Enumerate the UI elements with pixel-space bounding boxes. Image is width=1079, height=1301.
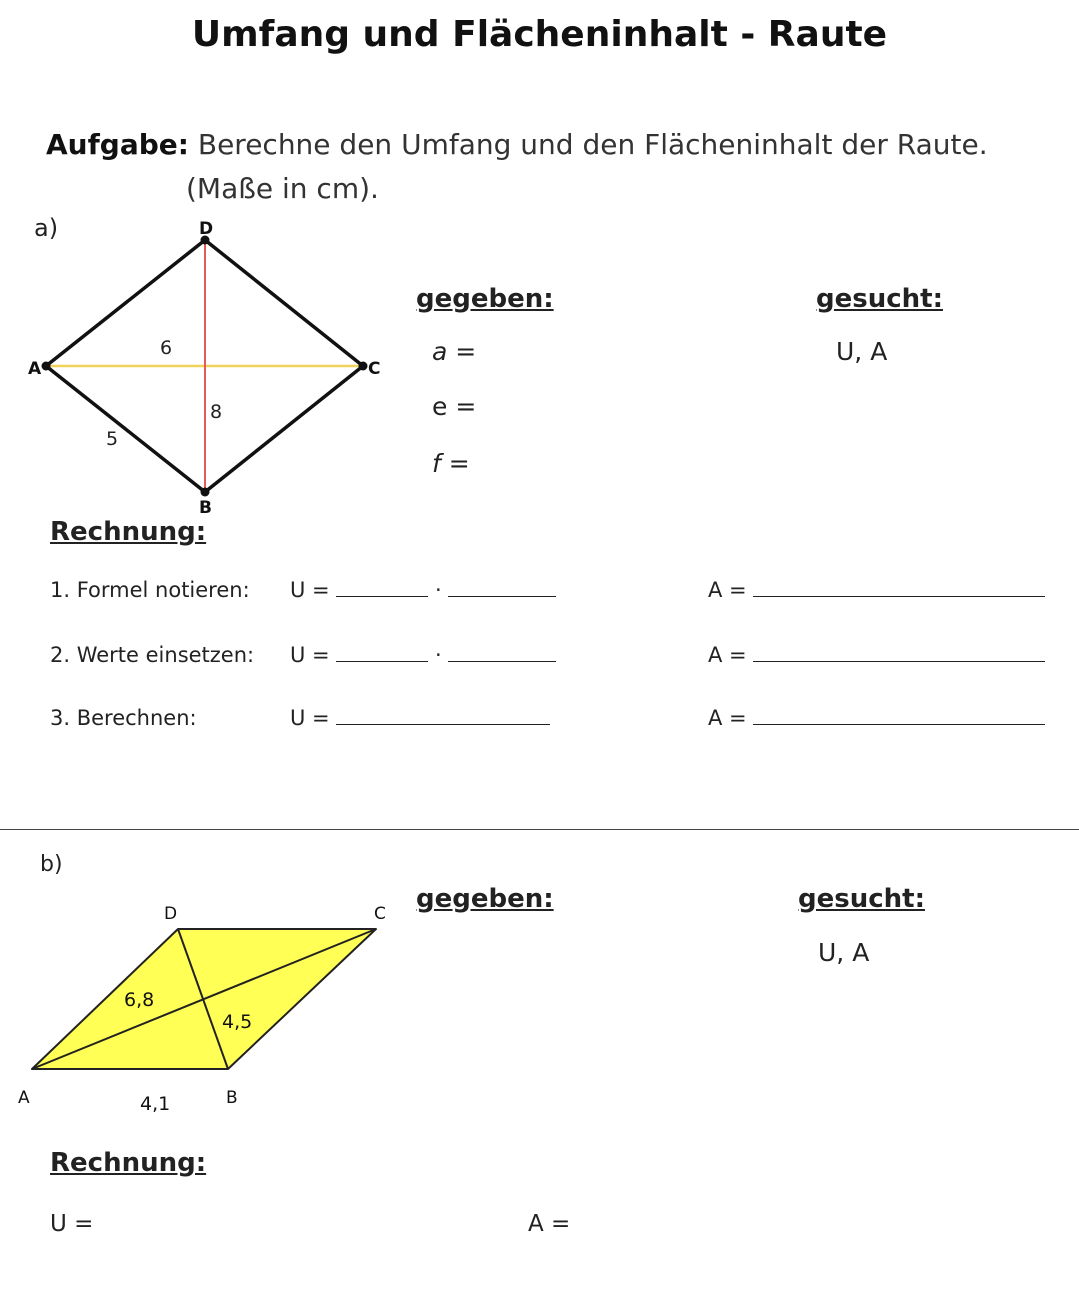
step-3-a: A = xyxy=(708,706,1045,730)
blank-field[interactable] xyxy=(753,723,1045,725)
blank-field[interactable] xyxy=(336,723,550,725)
given-heading-b: gegeben: xyxy=(416,884,554,914)
blank-field[interactable] xyxy=(336,660,428,662)
vertex-a-label: A xyxy=(28,359,42,379)
blank-field[interactable] xyxy=(753,595,1045,597)
task-text: Berechne den Umfang und den Flächeninhalt der Raute. xyxy=(197,128,988,161)
step-2-u: U = · xyxy=(290,643,556,667)
vertex-d-label: D xyxy=(164,904,178,924)
sought-heading-b: gesucht: xyxy=(798,884,925,914)
task-label: Aufgabe: xyxy=(46,128,189,161)
step-3-label: 3. Berechnen: xyxy=(50,706,197,730)
section-divider xyxy=(0,829,1079,830)
rhombus-a-figure xyxy=(0,210,400,520)
vertex-b-dot xyxy=(201,488,210,497)
vertex-c-label: C xyxy=(374,904,386,924)
vertex-a-label: A xyxy=(18,1088,30,1108)
blank-field[interactable] xyxy=(336,595,428,597)
label-side: 5 xyxy=(106,428,119,450)
vertex-c-dot xyxy=(359,362,368,371)
sought-value-a: U, A xyxy=(836,337,888,366)
label-side-b: 4,1 xyxy=(140,1093,171,1115)
step-2-a: A = xyxy=(708,643,1045,667)
given-a-side: a = xyxy=(432,337,477,366)
part-b-label: b) xyxy=(40,852,63,877)
calc-heading-b: Rechnung: xyxy=(50,1148,207,1178)
vertex-b-label: B xyxy=(199,498,212,518)
calc-a-b: A = xyxy=(528,1211,571,1237)
step-3-u: U = xyxy=(290,706,550,730)
rhombus-b-figure xyxy=(0,895,410,1125)
given-heading-a: gegeben: xyxy=(416,284,554,314)
sought-value-b: U, A xyxy=(818,938,870,967)
calc-heading-a: Rechnung: xyxy=(50,517,207,547)
vertex-b-label: B xyxy=(226,1088,238,1108)
page-title: Umfang und Flächeninhalt - Raute xyxy=(191,14,888,55)
blank-field[interactable] xyxy=(448,660,556,662)
vertex-a-dot xyxy=(42,362,51,371)
given-f-diagonal: f = xyxy=(432,449,470,478)
calc-u-b: U = xyxy=(50,1211,94,1237)
step-1-u: U = · xyxy=(290,578,556,602)
given-e-diagonal: e = xyxy=(432,392,477,421)
task-units: (Maße in cm). xyxy=(186,172,379,205)
part-a-label: a) xyxy=(34,214,59,242)
sought-heading-a: gesucht: xyxy=(816,284,943,314)
label-diagonal-2: 4,5 xyxy=(222,1011,253,1033)
blank-field[interactable] xyxy=(448,595,556,597)
label-diagonal-1: 6,8 xyxy=(124,989,155,1011)
task-statement xyxy=(46,128,988,161)
step-1-a: A = xyxy=(708,578,1045,602)
step-1-label: 1. Formel notieren: xyxy=(50,578,250,602)
step-2-label: 2. Werte einsetzen: xyxy=(50,643,255,667)
vertex-c-label: C xyxy=(368,359,381,379)
label-half-f: 8 xyxy=(210,401,223,423)
label-half-e: 6 xyxy=(160,337,173,359)
blank-field[interactable] xyxy=(753,660,1045,662)
vertex-d-label: D xyxy=(199,219,214,239)
